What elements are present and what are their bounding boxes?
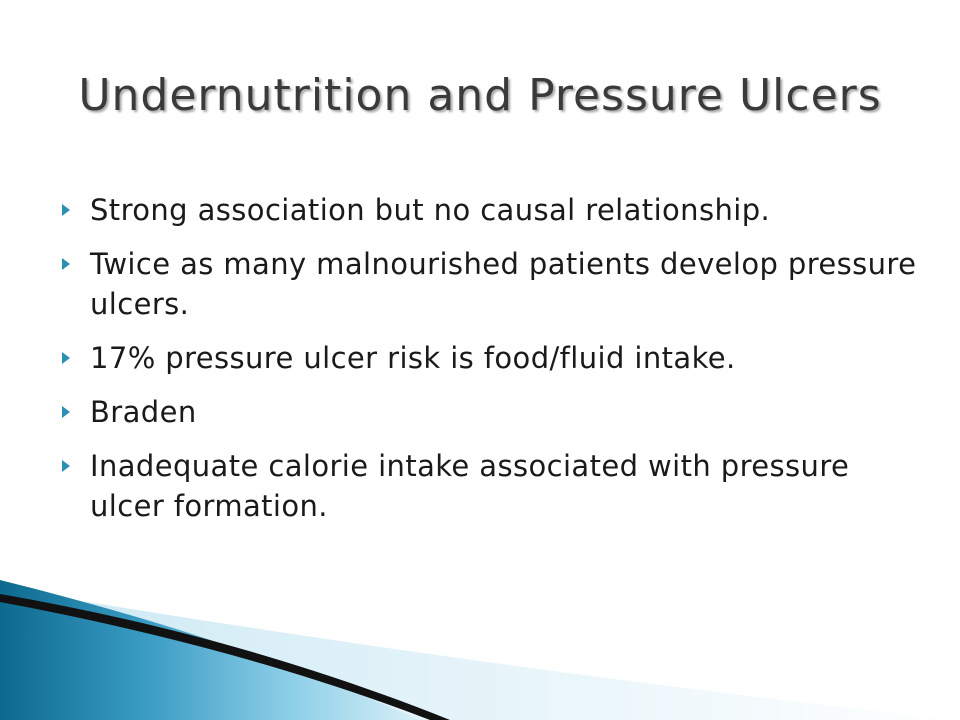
bullet-text: Strong association but no causal relationship. <box>90 193 771 227</box>
triangle-bullet-icon <box>62 352 70 364</box>
bullet-item <box>62 338 922 378</box>
bullet-item <box>62 446 922 526</box>
bullet-item <box>62 244 922 324</box>
bullet-item <box>62 392 922 432</box>
bullet-text: Twice as many malnourished patients develop pressure ulcers. <box>90 247 917 321</box>
triangle-bullet-icon <box>62 258 70 270</box>
triangle-bullet-icon <box>62 406 70 418</box>
bullet-list <box>62 190 922 540</box>
bullet-text: 17% pressure ulcer risk is food/fluid intake. <box>90 341 736 375</box>
bullet-text: Braden <box>90 395 197 429</box>
triangle-bullet-icon <box>62 460 70 472</box>
bullet-text: Inadequate calorie intake associated with pressure ulcer formation. <box>90 449 850 523</box>
bullet-item <box>62 190 922 230</box>
decorative-wave <box>0 580 960 720</box>
slide-title: Undernutrition and Pressure Ulcers <box>78 70 882 121</box>
triangle-bullet-icon <box>62 204 70 216</box>
